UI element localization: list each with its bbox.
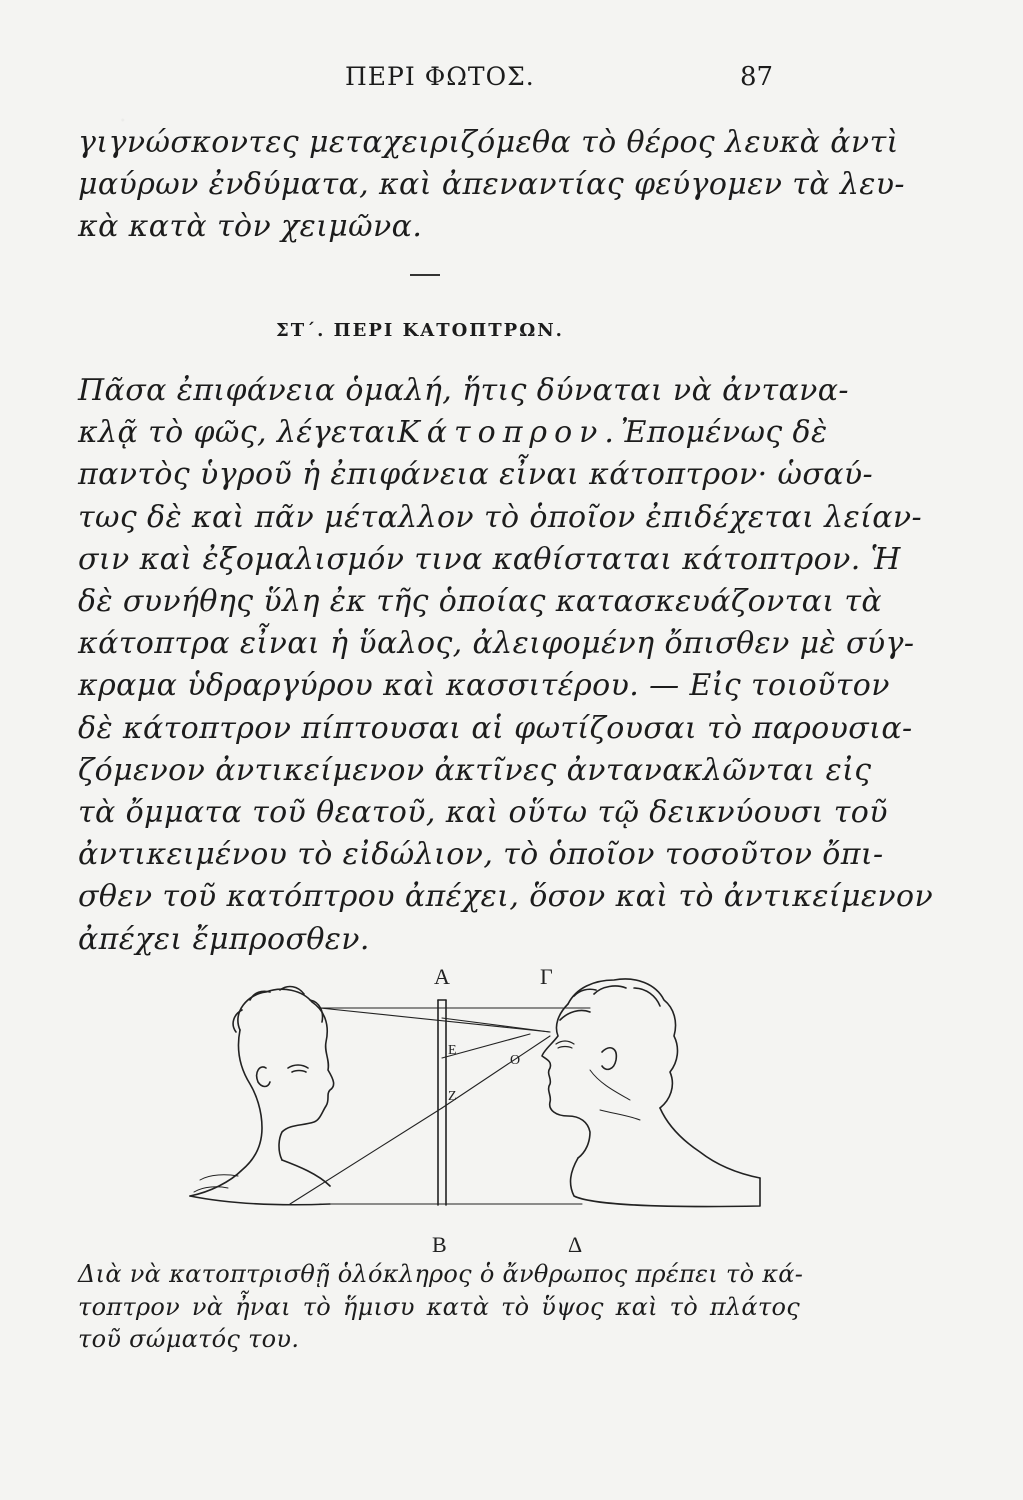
- text-line: δὲ κάτοπτρον πίπτουσαι αἱ φωτίζουσαι τὸ παρουσια-: [78, 710, 913, 746]
- caption-line: τοῦ σώματός του.: [78, 1325, 300, 1353]
- text-line: ζόμενον ἀντικείμενον ἀκτῖνες ἀντανακλῶνται εἰς: [78, 752, 872, 788]
- label-O: Ο: [510, 1053, 521, 1068]
- section-heading: ΣΤ΄. ΠΕΡΙ ΚΑΤΟΠΤΡΩΝ.: [276, 320, 564, 341]
- text-line: γιγνώσκοντες μεταχειριζόμεθα τὸ θέρος λευκὰ ἀντὶ: [78, 125, 899, 160]
- text-line: Πᾶσα ἐπιφάνεια ὁμαλή, ἥτις δύναται νὰ ἀντανα-: [78, 373, 849, 408]
- label-A: Α: [434, 964, 450, 989]
- text-line: μαύρων ἐνδύματα, καὶ ἀπεναντίας φεύγομεν τὰ λευ-: [78, 167, 905, 202]
- caption-line: τοπτρον νὰ ἦναι τὸ ἥμισυ κατὰ τὸ ὕψος καὶ τὸ πλάτος: [78, 1292, 800, 1321]
- label-G: Γ: [540, 964, 553, 989]
- main-paragraph: [78, 370, 934, 961]
- text-line: ἀντικειμένου τὸ εἰδώλιον, τὸ ὁποῖον τοσοῦτον ὄπι-: [78, 837, 884, 873]
- text-line: τως δὲ καὶ πᾶν μέταλλον τὸ ὁποῖον ἐπιδέχεται λείαν-: [78, 499, 923, 535]
- caption-line: Διὰ νὰ κατοπτρισθῇ ὁλόκληρος ὁ ἄνθρωπος πρέπει τὸ κά-: [78, 1260, 804, 1288]
- running-title: ΠΕΡΙ ΦΩΤΟΣ.: [345, 62, 535, 91]
- text-line: δὲ συνήθης ὕλη ἐκ τῆς ὁποίας κατασκευάζονται τὰ: [78, 584, 883, 620]
- text-line: ἀπέχει ἔμπροσθεν.: [78, 921, 370, 957]
- text-fragment: Ἐπομένως δὲ: [620, 415, 828, 451]
- text-line: κὰ κατὰ τὸν χειμῶνα.: [78, 209, 423, 244]
- mirror: [438, 1000, 446, 1205]
- label-D: Δ: [568, 1232, 583, 1257]
- text-line: παντὸς ὑγροῦ ἡ ἐπιφάνεια εἶναι κάτοπτρον· ὡσαύ-: [78, 457, 874, 493]
- term-katopron: Κάτοπρον.: [397, 415, 621, 451]
- page-number: 87: [740, 62, 774, 92]
- text-line: τὰ ὄμματα τοῦ θεατοῦ, καὶ οὕτω τῷ δεικνύουσι τοῦ: [78, 795, 888, 831]
- text-line: [78, 412, 828, 454]
- spectator-head: [542, 979, 760, 1207]
- figure-caption: [78, 1258, 804, 1356]
- section-separator: [410, 274, 440, 276]
- text-fragment: κλᾷ τὸ φῶς, λέγεται: [78, 415, 398, 451]
- mirror-diagram: [170, 960, 810, 1260]
- label-E: Ε: [448, 1043, 457, 1058]
- mirror-figure: [170, 960, 810, 1260]
- running-head: [0, 62, 1023, 96]
- text-line: σθεν τοῦ κατόπτρου ἀπέχει, ὅσον καὶ τὸ ἀντικείμενον: [78, 879, 934, 915]
- label-Z: Ζ: [448, 1089, 457, 1104]
- light-rays: [290, 1008, 590, 1204]
- text-line: σιν καὶ ἐξομαλισμόν τινα καθίσταται κάτοπτρον. Ἡ: [78, 541, 901, 577]
- intro-paragraph: [78, 122, 905, 248]
- text-line: κραμα ὑδραργύρου καὶ κασσιτέρου. — Εἰς τοιοῦτον: [78, 668, 890, 704]
- text-line: κάτοπτρα εἶναι ἡ ὕαλος, ἀλειφομένη ὄπισθεν μὲ σύγ-: [78, 626, 915, 662]
- label-B: Β: [432, 1232, 447, 1257]
- object-head: [190, 987, 334, 1205]
